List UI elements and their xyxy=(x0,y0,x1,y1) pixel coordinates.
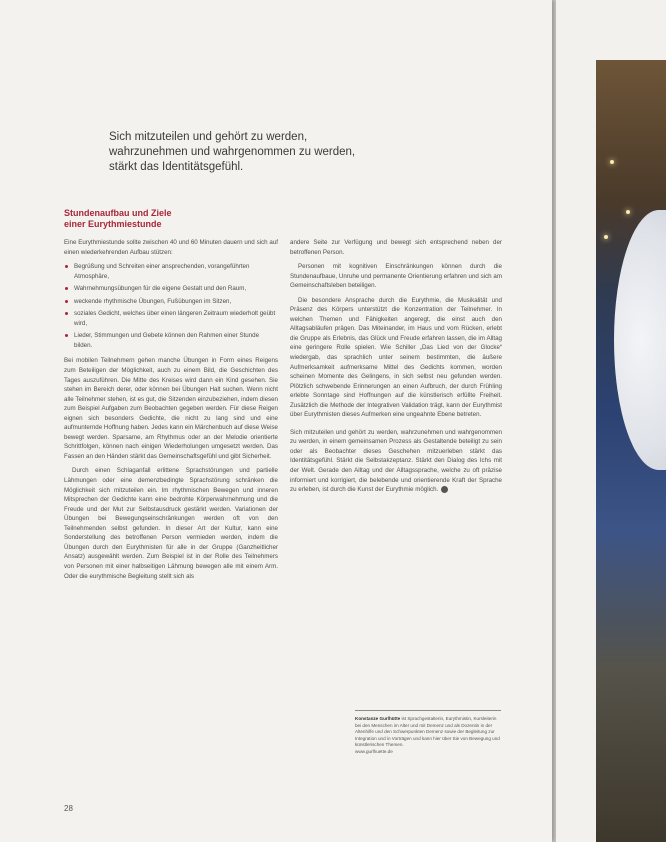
page-number: 28 xyxy=(64,804,73,813)
bio-divider xyxy=(355,710,501,711)
author-bio-text: ist Sprachgestalterin, Eurythmistin, Kursleiterin bei den Menschen im Alter und mit Demenz und als Dozentin in der Altenhilfe und den Schwerpunkten Demenz sowie der Begleitung zur Integration und in Vorträgen und kann hier über Sie von Bewegung und künstlerischen Themen. xyxy=(355,716,500,747)
bullet-item: Begrüßung und Schreiten einer ansprechenden, vorangeführten Atmosphäre, xyxy=(64,262,278,281)
body-paragraph: Bei mobilen Teilnehmern gehen manche Übungen in Form eines Reigens zum Beteiligen der Möglichkeit, auch zu einem Bild, die Geschichten des Tages auszuführen. Die Mitte des Kreises wird dann ein Kind gesehen. Sie stehen im Bereich derer, oder können bei Übungen Halt suchen. Wenn nicht alle Teilnehmer stehen, ist es gut, die Sitzenden einzubeziehen, indem diesen zum Beispiel Aufgaben zum Beobachten gegeben werden. Für diese Reigen eignen sich besonders Gedichte, die nicht zu lang sind und eine aufmunternde Hoffnung haben. Jedes kann ein Märchenbuch auf diese Weise bewegt werden. Sparsame, am Rhythmus oder an der Melodie orientierte Schrittfolgen, können nach einigen Wiederholungen umgesetzt werden. Das Fassen an den Händen stärkt das Gemeinschaftsgefühl und gibt Sicherheit. xyxy=(64,357,278,460)
photo-light-spot xyxy=(626,210,630,214)
bullet-item: Lieder, Stimmungen und Gebete können den Rahmen einer Stunde bilden. xyxy=(64,331,278,350)
author-name: Konstanze Gurlhütte xyxy=(355,716,401,721)
photo-light-spot xyxy=(610,160,614,164)
left-text-column xyxy=(64,238,278,586)
intro-paragraph: Eine Eurythmiestunde sollte zwischen 40 und 60 Minuten dauern und sich auf einen wiederkehrenden Aufbau stützen: xyxy=(64,239,278,256)
body-paragraph: Personen mit kognitiven Einschränkungen können durch die Stundenaufbaue, Unruhe und permanente Orientierung erfahren und sich am Gemeinschaftsleben beteiligen. xyxy=(290,263,502,290)
bullet-item: soziales Gedicht, welches über einen längeren Zeitraum wiederholt geübt wird, xyxy=(64,309,278,328)
pull-quote-line: Sich mitzuteilen und gehört zu werden, xyxy=(109,131,308,143)
bullet-item: Wahrnehmungsübungen für die eigene Gestalt und den Raum, xyxy=(64,284,278,294)
pull-quote xyxy=(109,130,409,175)
section-title-line: einer Eurythmiestunde xyxy=(64,219,162,229)
closing-paragraph xyxy=(290,428,502,495)
facing-page-photo xyxy=(556,0,666,842)
section-title xyxy=(64,208,284,230)
body-paragraph: Die besondere Ansprache durch die Eurythmie, die Musikalität und Präsenz des Körpers unterstützt die Konzentration der Teilnehmer. In welchen Themen und Fähigkeiten angeregt, die einst auch den Alltagsabläufen prägen. Das Miteinander, im Haus und vom Rücken, erlebt die Gruppe als Erlebnis, das Glück und Freude erfahren lassen, die im Alltag eine geringere Rolle spielen. Wie Schiller „Das Lied von der Glocke“ wiedergab, das sprachlich unter seinem bestimmten, die äußere Aufmerksamkeit aufmerksame Mittel des Gedichts kommen, worden scheinen Momente des Gelingens, in sich selbst neu gefunden werden. Plötzlich schwebende Erinnerungen an einen Aufbruch, der durch Frühling erlebte Sonntage sind Hoffnungen auf die künstlerisch erfüllte Freiheit. Zusätzlich die Methode der Integrativen Validation trägt, kann der Eurythmist über Eurythmisten dieses Aufmerken eine ungeahnte Ebene betreten. xyxy=(290,296,502,419)
author-website: www.gurlhuette.de xyxy=(355,748,393,754)
section-title-line: Stundenaufbau und Ziele xyxy=(64,208,172,218)
end-mark-icon xyxy=(441,486,448,493)
pull-quote-line: stärkt das Identitätsgefühl. xyxy=(109,161,244,173)
bullet-list xyxy=(64,262,278,350)
bullet-item: weckende rhythmische Übungen, Fußübungen im Sitzen, xyxy=(64,297,278,307)
closing-paragraph-text: Sich mitzuteilen und gehört zu werden, wahrzunehmen und wahrgenommen zu werden, in einem gemeinsamen Prozess als Gestaltende beteiligt zu sein oder als Beobachter dieses Geschehen mitzuerleben stärkt das Identitätsgefühl. Stärkt die Selbstakzeptanz. Stärkt den Dialog des Ichs mit der Welt. Gerade den Alltag und der Alltagssprache, welche zu oft präzise informiert und korrigiert, die belebende und orientierende Kraft der Sprache zu erleben, ist durch die Kunst der Eurythmie möglich. xyxy=(290,428,502,494)
author-bio xyxy=(355,716,503,755)
photo-light-spot xyxy=(604,235,608,239)
pull-quote-line: wahrzunehmen und wahrgenommen zu werden, xyxy=(109,146,356,158)
body-paragraph: Durch einen Schlaganfall erlittene Sprachstörungen und partielle Lähmungen oder eine demenzbedingte Sprachstörung schränken die Möglichkeit sich mitzuteilen ein. Im rhythmischen Bewegen und inneren Mitsprechen der Gedichte kann eine bedrohte Körperwahrnehmung und die Freude und der Mut zur Selbstausdruck gestärkt werden. Variationen der Übungen bei Bewegungseinschränkungen werden oft von den Teilnehmenden selbst gefunden. In dieser Art der Kultur, kann eine Sonderstellung des betroffenen Person vermieden werden, indem die Übungen durch den Eurythmisten für alle in der Gruppe (Ganzheitlicher Ansatz) ausgewählt werden. Zum Beispiel ist in der Rolle des Teilnehmers von Personen mit einer halbseitigen Lähmung bewegen alle mit einem Arm. Oder die eurythmische Begleitung stellt sich als xyxy=(64,467,278,580)
right-text-column xyxy=(290,238,502,500)
body-paragraph: andere Seite zur Verfügung und bewegt sich entsprechend neben der betroffenen Person. xyxy=(290,239,502,256)
